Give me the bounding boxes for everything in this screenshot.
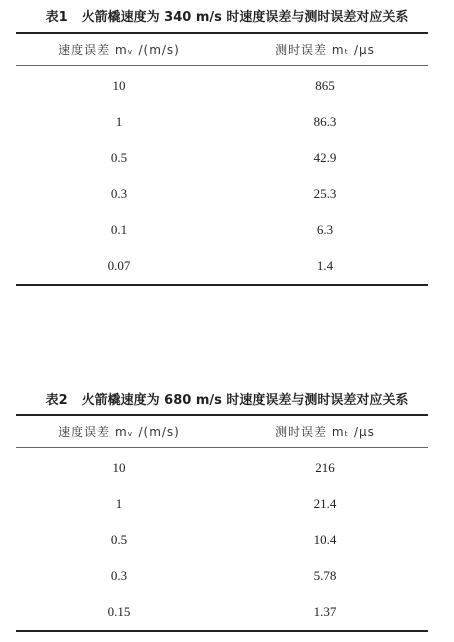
table-cell: 0.1 (110, 222, 128, 237)
table-1-number: 表1 (45, 10, 68, 25)
table-row (16, 248, 428, 284)
table-cell: 865 (315, 78, 335, 93)
table-row (16, 486, 428, 522)
table-2-header-row (16, 416, 428, 447)
table-cell: 0.07 (107, 258, 131, 273)
table-cell: 10 (112, 78, 126, 93)
table-2-col1-header: 速度误差 mᵥ /(m/s) (58, 425, 180, 439)
table-row (16, 212, 428, 248)
table-1-title: 火箭橇速度为 340 m/s 时速度误差与测时误差对应关系 (81, 10, 409, 25)
table-cell: 25.3 (313, 186, 337, 201)
table-1-bottom-rule (16, 284, 428, 286)
table-row (16, 558, 428, 594)
table-2-number: 表2 (45, 393, 68, 408)
table-cell: 1 (115, 496, 123, 511)
table-cell: 10.4 (313, 532, 337, 547)
table-cell: 10 (112, 460, 126, 475)
table-1-col2-header: 测时误差 mₜ /μs (275, 43, 375, 57)
table-cell: 0.15 (107, 604, 131, 619)
table-row (16, 68, 428, 104)
table-cell: 42.9 (313, 150, 337, 165)
table-cell: 21.4 (313, 496, 337, 511)
table-cell: 0.5 (110, 150, 128, 165)
table-cell: 1.37 (313, 604, 337, 619)
table-cell: 86.3 (313, 114, 337, 129)
table-cell: 216 (315, 460, 335, 475)
table-cell: 0.5 (110, 532, 128, 547)
table-cell: 0.3 (110, 568, 128, 583)
table-2-title: 火箭橇速度为 680 m/s 时速度误差与测时误差对应关系 (81, 393, 409, 408)
table-2-bottom-rule (16, 630, 428, 632)
table-cell: 0.3 (110, 186, 128, 201)
table-1-col1-header: 速度误差 mᵥ /(m/s) (58, 43, 180, 57)
table-row (16, 140, 428, 176)
table-row (16, 522, 428, 558)
table-cell: 1.4 (316, 258, 334, 273)
table-2 (16, 414, 428, 632)
table-row (16, 104, 428, 140)
table-cell: 5.78 (313, 568, 337, 583)
table-row (16, 594, 428, 630)
table-2-caption (0, 389, 454, 408)
table-row (16, 450, 428, 486)
table-row (16, 176, 428, 212)
table-2-col2-header: 测时误差 mₜ /μs (275, 425, 375, 439)
table-1-header-row (16, 34, 428, 65)
table-1-caption (0, 6, 454, 25)
table-cell: 6.3 (316, 222, 334, 237)
table-1 (16, 32, 428, 286)
table-cell: 1 (115, 114, 123, 129)
